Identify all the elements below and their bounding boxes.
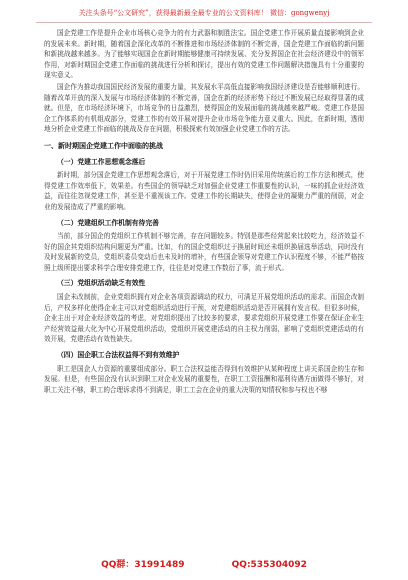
- subsection-heading: （四）国企职工合法权益得不到有效维护: [57, 351, 180, 360]
- paragraph: 新时期，部分国企党建工作思想观念落后，对于开展党建工作时仍旧采用传统落后的工作方法和模式，使得党建工作效率低下，效果差。有些国企的领导缺乏对加强企业党建工作重要性的认识，一味的抓企业经济效益，而往往忽视党建工作，甚至是不重视该工作。党建工作的长期缺失，使得企业的凝聚力严重的削弱，对企业的发展造成了严重的影响。: [44, 171, 364, 211]
- section-heading: 一、新时期国企党建工作中面临的挑战: [44, 141, 163, 150]
- paragraph: 当前，部分国企的党组织工作机制不够完善，存在问题较多。特别是那些经营起来比较吃力，经济效益不好的国企其党组织结构问题更为严重。比如，有的国企党组织过于换届时间还未组织换届选举活动，同时没有及时发展新的党员，党组织委员变动后也未及时的增补，有些国企领导对党建工作认识程度不够，不能严格按照上级所提出要求科学合理安排党建工作，往往是对党建工作数衍了事，流于形式。: [44, 232, 364, 272]
- page-footer: [0, 557, 408, 570]
- subsection-heading: （一）党建工作思想观念落后: [57, 157, 146, 166]
- paragraph: 职工是国企人力资源的重要组成部分。职工合法权益能否得到有效维护从某种程度上讲关系国企的生存和发展。但是，有些国企没有认识到职工对企业发展的重要性，在职工工资报酬和福利待遇方面做得不够好，对职工关注不够，职工的合理诉求得不到满足，职工工会在企业的重大决策的知情权和参与权也不够: [44, 364, 364, 394]
- subsection-heading: （二）党建组织工作机制有待完善: [57, 218, 159, 227]
- document-body: [44, 28, 364, 396]
- qq-number: QQ:535304092: [231, 560, 307, 570]
- page-header: 关注头条号“公文研究”，获得最新最全最专业的公文资料库！ 微信：gongwenyj: [78, 9, 330, 17]
- header-divider: [36, 22, 372, 23]
- paragraph: 国企党建工作是提升企业市场核心竞争力的有力武器和制胜法宝。国企党建工作开展质量直接影响到企业的发展未来。新时期，随着国企深化改革的不断推进和市场经济体制的不断完善，国企党建工作面临的新问题和新挑战越来越多。为了能够实现国企在新时期能够健康可持续发展、充分发挥国企在社会经济建设中的领军作用，对新时期国企党建工作面临的挑战进行分析和探讨，提出有效的党建工作问题解决措施具有十分重要的现实意义。: [44, 29, 364, 80]
- subsection-heading: （三）党组织活动缺乏有效性: [57, 279, 146, 288]
- paragraph: 国企作为推动我国国民经济发展的重要力量，其发展水平高低直接影响我国经济建设是否能够顺利进行。随着改革开放的深入发展与市场经济体制的不断完善，国企在新的经济形势下经过不断发展已经取得显著的成就。但是，在市场经济环境下，市场竞争的日益激烈，使得国企的发展面临的挑战越来越严峻。党建工作是国企工作体系的有机组成部分，党建工作的有效开展对提升企业市场竞争能力意义重大。因此，在新时期，透彻地分析企业党建工作面临的挑战及存在问题，积极探索有效加强企业党建工作的方法。: [44, 82, 364, 134]
- paragraph: 国企未改制前，企业党组织拥有对企业各项资源调动的权力，可满足开展党组织活动的需求。而国企改制后，产权多样化使得企业主可以对党组织活动进行干预，对党建组织活动是否开展拥有发言权。但很多时候，企业主出于对企业经济效益的考虑，对党组织提出了比较多的要求，要求党组织开展党建工作要在保证企业生产经营效益最大化为中心开展党组织活动，党组织开展党建活动的自主权力削弱，影响了党组织党建活动的有效开展，党建活动有效性缺失。: [44, 293, 364, 344]
- qq-group-number: QQ群：31991489: [101, 560, 185, 570]
